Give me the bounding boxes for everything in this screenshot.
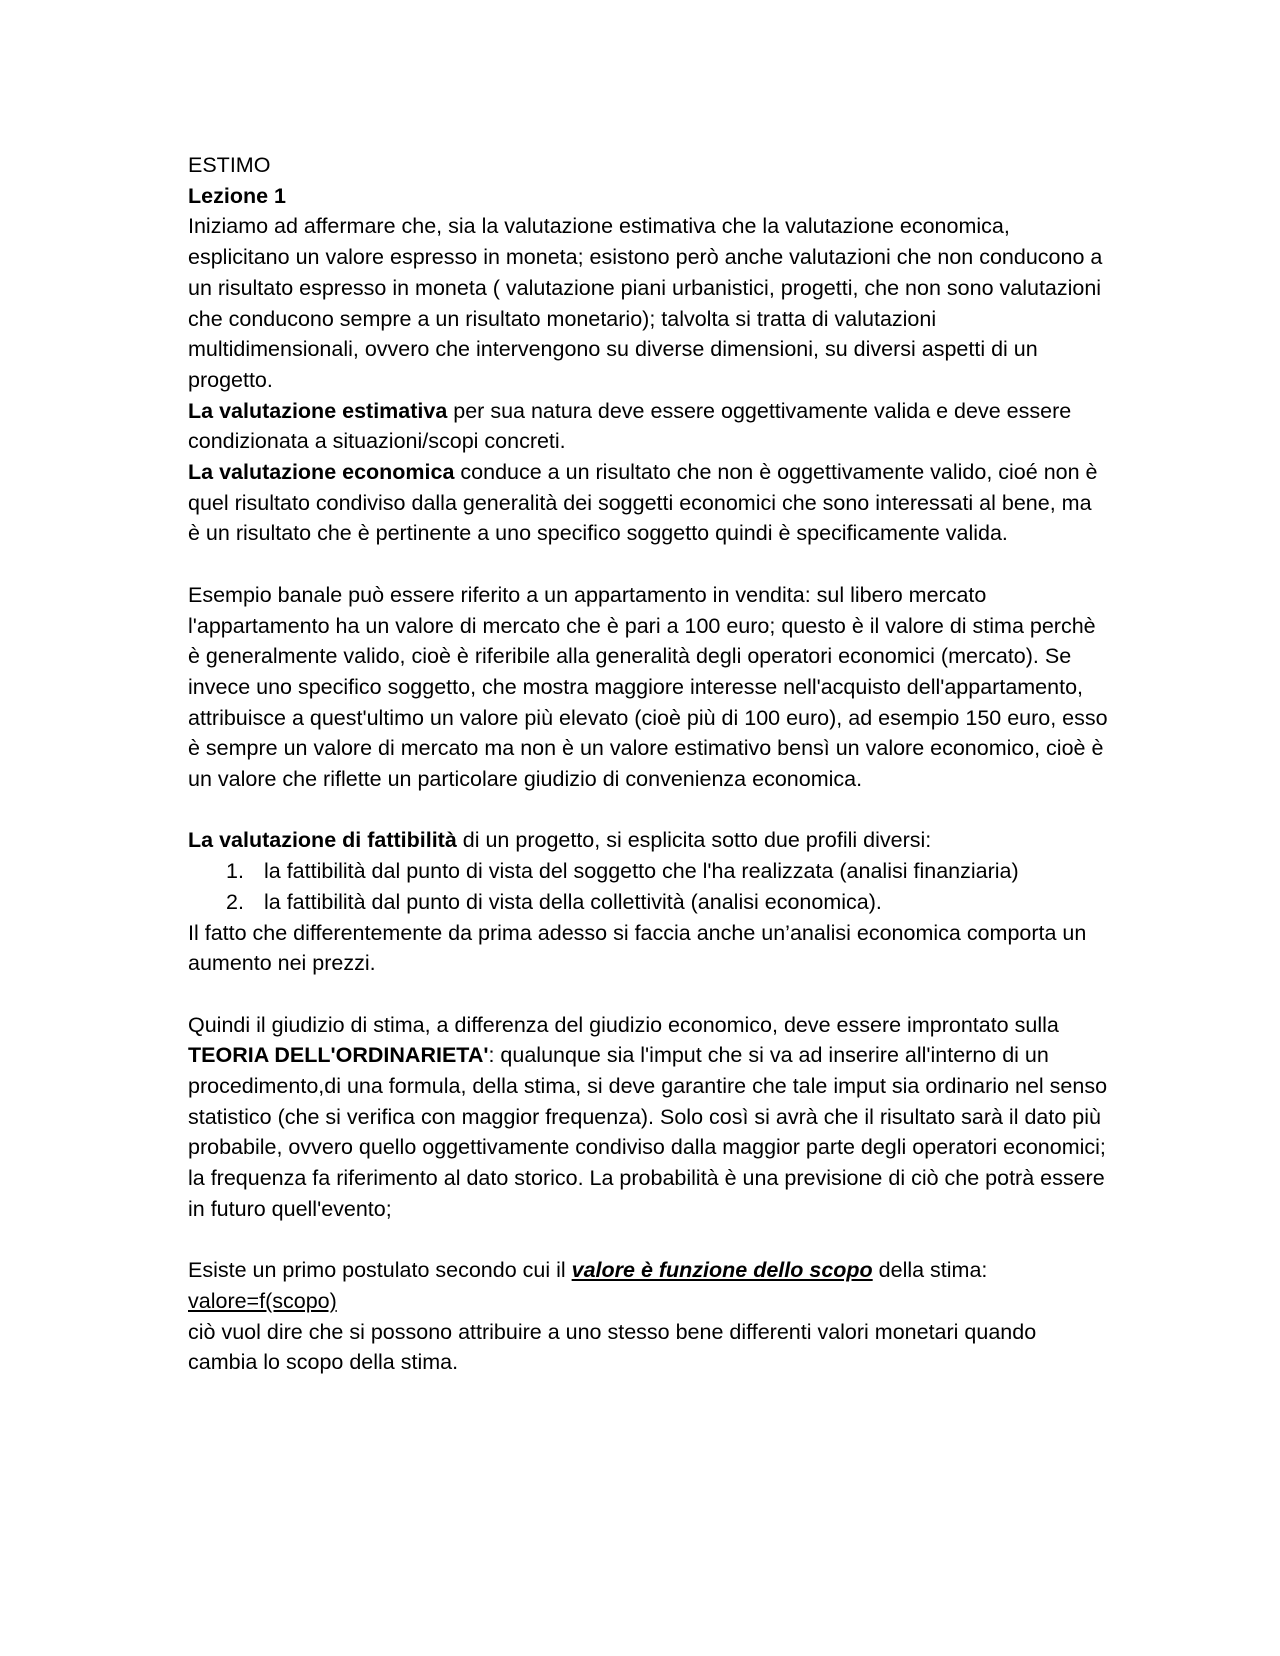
economica-paragraph	[188, 457, 1108, 549]
formula-text: valore=f(scopo)	[188, 1288, 337, 1313]
document-page	[188, 150, 1108, 1378]
estimativa-text: per sua natura deve essere oggettivamente valida e deve essere condizionata a situazioni/scopi concreti.	[188, 398, 1072, 454]
fattibilita-paragraph	[188, 825, 1108, 856]
ordinarieta-term: TEORIA DELL'ORDINARIETA'	[188, 1043, 489, 1068]
lesson-heading-text: Lezione 1	[188, 183, 286, 208]
ordinarieta-paragraph	[188, 1010, 1108, 1225]
postulato-paragraph	[188, 1255, 1108, 1286]
estimativa-paragraph	[188, 396, 1108, 457]
blank-line	[188, 979, 1108, 1010]
estimativa-term: La valutazione estimativa	[188, 398, 448, 423]
postulato-pre: Esiste un primo postulato secondo cui il	[188, 1258, 572, 1283]
intro-paragraph: Iniziamo ad affermare che, sia la valutazione estimativa che la valutazione economica, esplicitano un valore espresso in moneta; esistono però anche valutazioni che non conducono a un risultato espresso in moneta ( valutazione piani urbanistici, progetti, che non sono valutazioni che conducono sempre a un risultato monetario); talvolta si tratta di valutazioni multidimensionali, ovvero che intervengono su diverse dimensioni, su diversi aspetti di un progetto.	[188, 214, 1103, 392]
fattibilita-list	[188, 856, 1108, 917]
postulato-term: valore è funzione dello scopo	[571, 1258, 873, 1283]
lesson-heading	[188, 181, 1108, 212]
list-item-number: 2.	[226, 889, 244, 914]
blank-line	[188, 1225, 1108, 1256]
list-item	[188, 856, 1108, 887]
postulato-after-paragraph: ciò vuol dire che si possono attribuire a uno stesso bene differenti valori monetari quando cambia lo scopo della stima.	[188, 1319, 1037, 1375]
fattibilita-after-paragraph: Il fatto che differentemente da prima adesso si faccia anche un’analisi economica comporta un aumento nei prezzi.	[188, 920, 1087, 976]
list-item	[188, 887, 1108, 918]
fattibilita-text: di un progetto, si esplicita sotto due profili diversi:	[456, 828, 932, 853]
example-paragraph: Esempio banale può essere riferito a un appartamento in vendita: sul libero mercato l'appartamento ha un valore di mercato che è pari a 100 euro; questo è il valore di stima perchè è generalmente valido, cioè è riferibile alla generalità degli operatori economici (mercato). Se invece uno specifico soggetto, che mostra maggiore interesse nell'acquisto dell'appartamento, attribuisce a quest'ultimo un valore più elevato (cioè più di 100 euro), ad esempio 150 euro, esso è sempre un valore di mercato ma non è un valore estimativo bensì un valore economico, cioè è un valore che riflette un particolare giudizio di convenienza economica.	[188, 582, 1108, 792]
ordinarieta-post: : qualunque sia l'imput che si va ad inserire all'interno di un procedimento,di una formula, della stima, si deve garantire che tale imput sia ordinario nel senso statistico (che si verifica con maggior frequenza). Solo così si avrà che il risultato sarà il dato più probabile, ovvero quello oggettivamente condiviso dalla maggior parte degli operatori economici; la frequenza fa riferimento al dato storico. La probabilità è una previsione di ciò che potrà essere in futuro quell'evento;	[188, 1043, 1108, 1221]
blank-line	[188, 795, 1108, 826]
blank-line	[188, 549, 1108, 580]
fattibilita-term: La valutazione di fattibilità	[188, 828, 457, 853]
economica-text: conduce a un risultato che non è oggettivamente valido, cioé non è quel risultato condiviso dalla generalità dei soggetti economici che sono interessati al bene, ma è un risultato che è pertinente a uno specifico soggetto quindi è specificamente valida.	[188, 460, 1098, 546]
list-item-text: la fattibilità dal punto di vista della collettività (analisi economica).	[264, 889, 882, 914]
document-title: ESTIMO	[188, 153, 271, 177]
list-item-number: 1.	[226, 859, 244, 884]
list-item-text: la fattibilità dal punto di vista del soggetto che l'ha realizzata (analisi finanziaria)	[264, 859, 1019, 884]
postulato-formula	[188, 1286, 1108, 1317]
postulato-post: della stima:	[872, 1258, 988, 1283]
economica-term: La valutazione economica	[188, 460, 455, 485]
ordinarieta-pre: Quindi il giudizio di stima, a differenza del giudizio economico, deve essere improntato sulla	[188, 1012, 1059, 1037]
